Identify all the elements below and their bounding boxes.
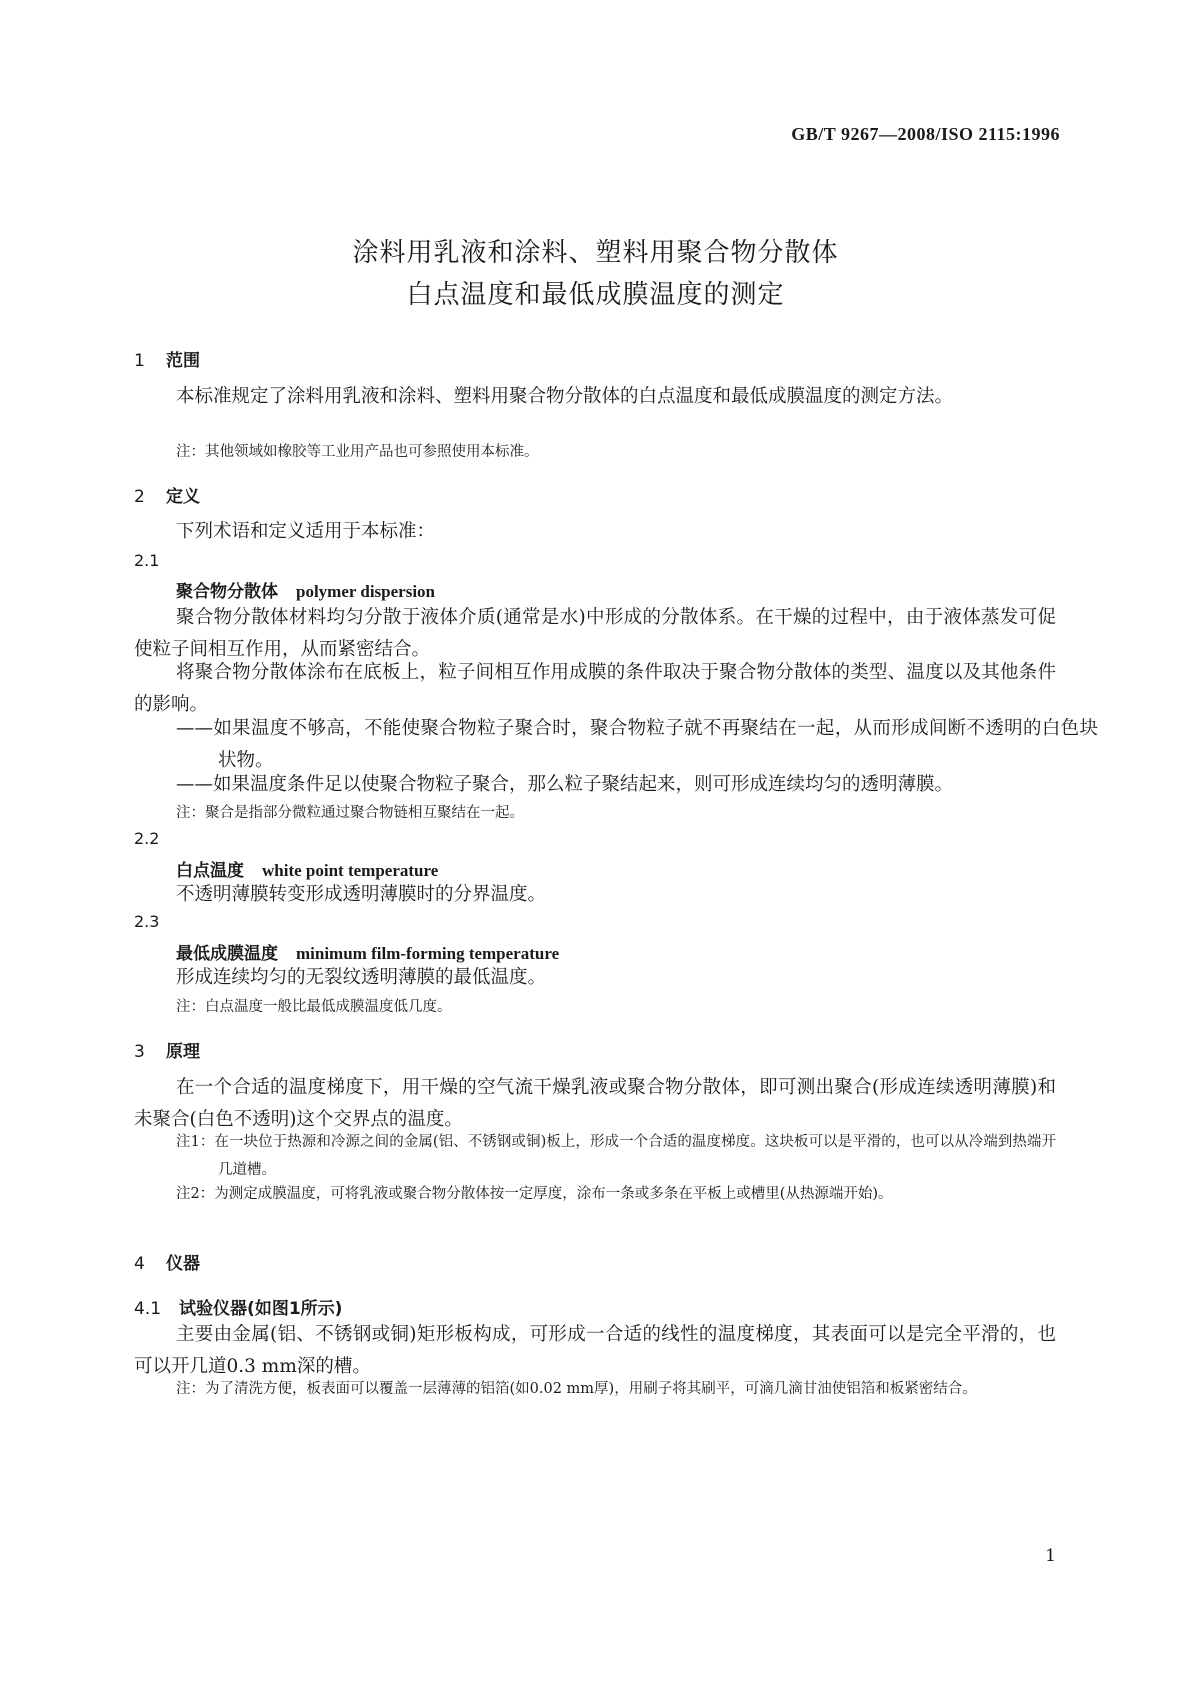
section-title: 仪器 [166, 1254, 200, 1274]
section-3-paragraph: 在一个合适的温度梯度下，用干燥的空气流干燥乳液或聚合物分散体，即可测出聚合(形成连续透明薄膜)和未聚合(白色不透明)这个交界点的温度。 [134, 1077, 1056, 1130]
document-title-line-2: 白点温度和最低成膜温度的测定 [406, 280, 785, 310]
standard-code: GB/T 9267—2008/ISO 2115:1996 [791, 124, 1060, 144]
section-4-heading [134, 1249, 200, 1274]
clause-4-1-heading [134, 1294, 342, 1319]
section-1-paragraph: 本标准规定了涂料用乳液和涂料、塑料用聚合物分散体的白点温度和最低成膜温度的测定方法。 [176, 386, 954, 407]
clause-2-3-note: 注：白点温度一般比最低成膜温度低几度。 [176, 999, 452, 1015]
term-zh: 白点温度 [176, 861, 244, 881]
clause-2-3-paragraph: 形成连续均匀的无裂纹透明薄膜的最低温度。 [176, 967, 547, 988]
section-3-heading [134, 1037, 200, 1062]
clause-2-1-note: 注：聚合是指部分微粒通过聚合物链相互聚结在一起。 [176, 805, 524, 821]
clause-title: 试验仪器(如图1所示) [179, 1299, 343, 1319]
term-zh: 聚合物分散体 [176, 582, 278, 602]
page-number: 1 [1045, 1546, 1056, 1566]
term-en: minimum film-forming temperature [296, 944, 560, 963]
term-en: polymer dispersion [296, 582, 436, 601]
section-title: 范围 [166, 351, 200, 371]
clause-4-1-paragraph: 主要由金属(铝、不锈钢或铜)矩形板构成，可形成一合适的线性的温度梯度，其表面可以是完全平滑的，也可以开几道0.3 mm深的槽。 [134, 1324, 1056, 1377]
clause-2-1-dash-item-1: ——如果温度不够高，不能使聚合物粒子聚合时，聚合物粒子就不再聚结在一起，从而形成间断不透明的白色块状物。 [176, 718, 1098, 771]
section-number: 3 [134, 1042, 145, 1062]
term-en: white point temperature [262, 861, 439, 880]
term-white-point-temperature [176, 856, 438, 881]
section-number: 1 [134, 351, 145, 371]
term-minimum-film-forming-temperature [176, 939, 559, 964]
term-zh: 最低成膜温度 [176, 944, 278, 964]
section-2-heading [134, 482, 200, 507]
clause-2-1-dash-item-2: ——如果温度条件足以使聚合物粒子聚合，那么粒子聚结起来，则可形成连续均匀的透明薄膜。 [176, 774, 954, 795]
clause-number: 4.1 [134, 1299, 162, 1319]
clause-2-2-number: 2.2 [134, 829, 160, 848]
section-3-note-2: 注2：为测定成膜温度，可将乳液或聚合物分散体按一定厚度，涂布一条或多条在平板上或槽里(从热源端开始)。 [176, 1186, 893, 1202]
term-polymer-dispersion [176, 577, 435, 602]
clause-2-1-paragraph-2: 将聚合物分散体涂布在底板上，粒子间相互作用成膜的条件取决于聚合物分散体的类型、温度以及其他条件的影响。 [134, 662, 1056, 715]
document-title-line-1: 涂料用乳液和涂料、塑料用聚合物分散体 [352, 238, 839, 268]
section-1-note: 注：其他领域如橡胶等工业用产品也可参照使用本标准。 [176, 444, 539, 460]
section-1-heading [134, 346, 200, 371]
clause-2-1-number: 2.1 [134, 551, 160, 570]
section-title: 定义 [166, 487, 200, 507]
clause-4-1-note: 注：为了清洗方便，板表面可以覆盖一层薄薄的铝箔(如0.02 mm厚)，用刷子将其刷平，可滴几滴甘油使铝箔和板紧密结合。 [176, 1381, 977, 1397]
section-title: 原理 [166, 1042, 200, 1062]
clause-2-3-number: 2.3 [134, 912, 160, 931]
section-2-intro: 下列术语和定义适用于本标准： [176, 521, 436, 542]
clause-2-2-paragraph: 不透明薄膜转变形成透明薄膜时的分界温度。 [176, 884, 547, 905]
section-3-note-1: 注1：在一块位于热源和冷源之间的金属(铝、不锈钢或铜)板上，形成一个合适的温度梯度。这块板可以是平滑的，也可以从冷端到热端开几道槽。 [176, 1134, 1056, 1178]
clause-2-1-paragraph-1: 聚合物分散体材料均匀分散于液体介质(通常是水)中形成的分散体系。在干燥的过程中，由于液体蒸发可促使粒子间相互作用，从而紧密结合。 [134, 607, 1056, 660]
section-number: 4 [134, 1254, 145, 1274]
section-number: 2 [134, 487, 145, 507]
